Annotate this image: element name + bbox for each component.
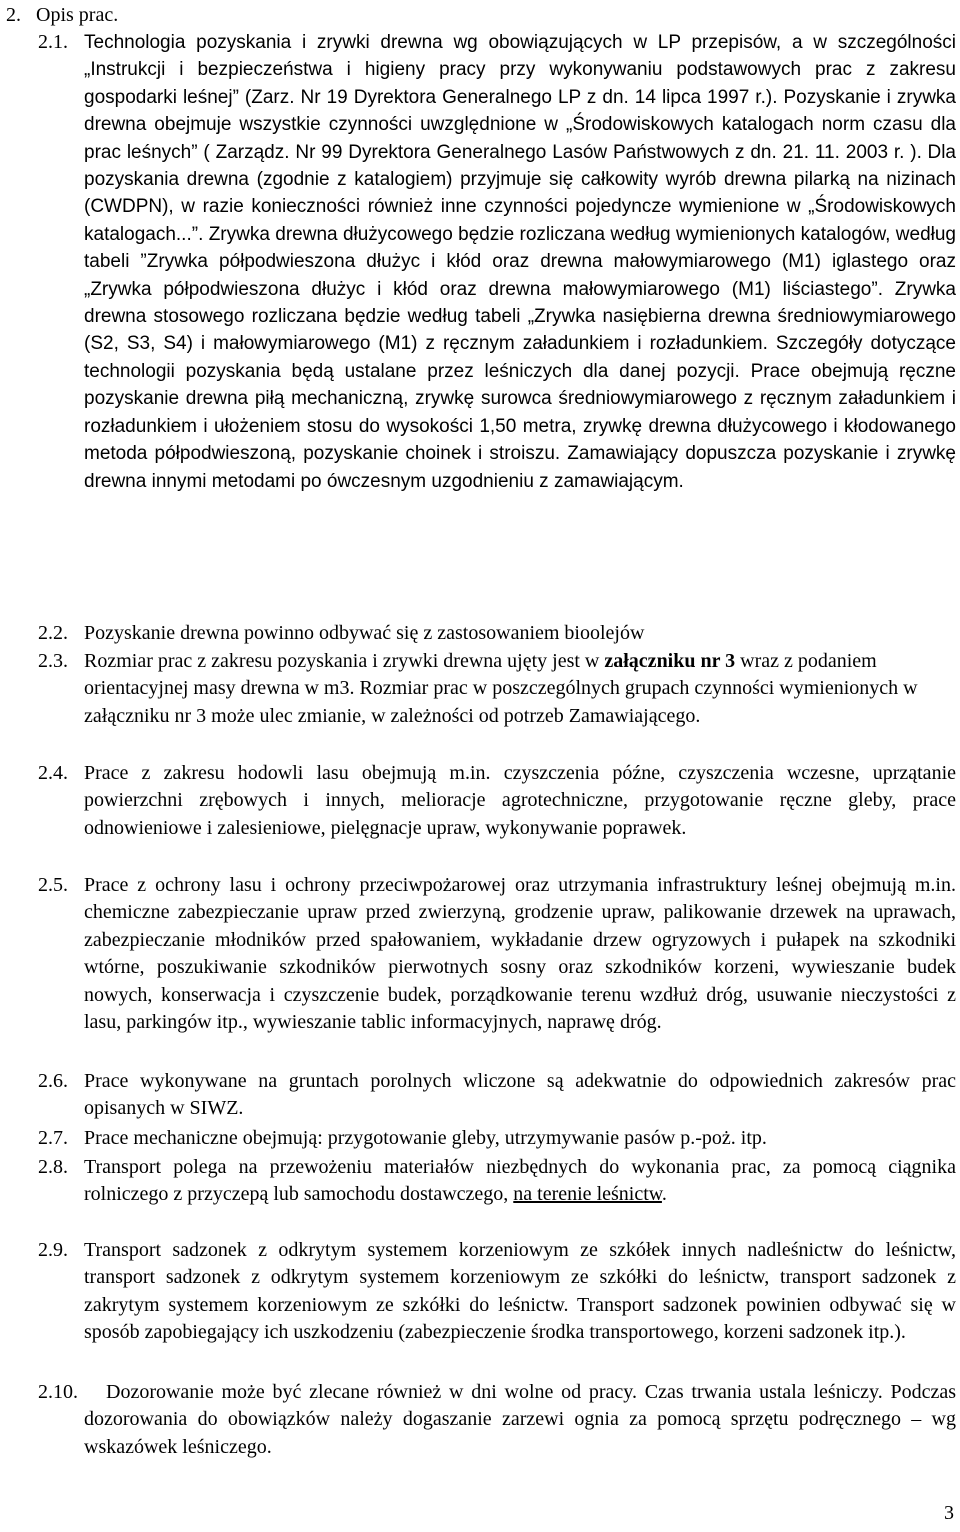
item-body: Prace mechaniczne obejmują: przygotowanie gleby, utrzymywanie pasów p.-poż. itp. bbox=[84, 1127, 767, 1149]
item-body: Prace z zakresu hodowli lasu obejmują m.in. czyszczenia późne, czyszczenia wczesne, uprzątanie powierzchni zrębowych i innych, melioracje agrotechniczne, przygotowanie ręczne gleby, prace odnowieniowe i zalesieniowe, pielęgnacje upraw, wykonywanie poprawek. bbox=[84, 762, 956, 839]
item-number: 2.5. bbox=[38, 874, 68, 896]
item-body: Transport sadzonek z odkrytym systemem korzeniowym ze szkółek innych nadleśnictw do leśnictw, transport sadzonek z odkrytym systemem korzeniowym ze szkółki do leśnictw, transport sadzonek z zakrytym systemem korzeniowym ze szkółki do leśnictw. Transport sadzonek powinien odbywać się w sposób zapobiegający ich uszkodzeniu (zabezpieczenie środka transportowego, korzeni sadzonek itp.). bbox=[84, 1239, 956, 1344]
item-body: Dozorowanie może być zlecane również w dni wolne od pracy. Czas trwania ustala leśniczy. Podczas dozorowania do obowiązków należy dogaszanie zarzewi ognia za pomocą sprzętu podręcznego – wg wskazówek leśniczego. bbox=[84, 1381, 956, 1458]
item-text-part-b: Dla pozyskania drewna (zgodnie z katalogiem) przyjmuje się całkowity wyrób drewna pilarką na nizinach (CWDPN), w razie konieczności również inne czynności pojedyncze wymienione w „Środowiskowych katalogach...”. Zrywka drewna dłużycowego będzie rozliczana według wymienionych katalogów, według tabeli ”Zrywka półpodwieszona dłużyc i kłód oraz drewna małowymiarowego (M1) iglastego oraz „Zrywka półpodwieszona dłużyc i kłód oraz drewna małowymiarowego (M1) liściastego”. Zrywka drewna stosowego rozliczana będzie według tabeli „Zrywka nasiębierna drewna średniowymiarowego (S2, S3, S4) i małowymiarowego (M1) z ręcznym załadunkiem i rozładunkiem. Szczegóły dotyczące technologii pozyskania będą ustalane przez leśniczych dla danej pozycji. Prace obejmują ręczne pozyskanie drewna piłą mechaniczną, zrywkę surowca średniowymiarowego z ręcznym załadunkiem i rozładunkiem i ułożeniem stosu do wysokości 1,50 metra, zrywkę drewna dłużycowego i kłodowanego metoda półpodwieszoną, pozyskanie choinek i stroiszu. Zamawiający dopuszcza pozyskanie i zrywkę drewna innymi metodami po ówczesnym uzgodnieniu z zamawiającym. bbox=[84, 141, 956, 492]
item-text-post: wraz z podaniem orientacyjnej masy drewna w m3. Rozmiar prac w poszczególnych grupach czynności wymienionych w załączniku nr 3 może ulec zmianie, w zależności od potrzeb Zamawiającego. bbox=[84, 650, 918, 727]
item-body: Prace wykonywane na gruntach porolnych wliczone są adekwatnie do odpowiednich zakresów prac opisanych w SIWZ. bbox=[84, 1070, 956, 1120]
item-text-pre: Transport polega na przewożeniu materiałów niezbędnych do wykonania prac, za pomocą ciągnika rolniczego z przyczepą lub samochodu dostawczego, bbox=[84, 1156, 956, 1206]
section-number: 2. bbox=[6, 4, 21, 26]
item-2-1 bbox=[38, 29, 956, 495]
item-2-7 bbox=[38, 1125, 956, 1152]
item-number: 2.1. bbox=[38, 31, 68, 53]
item-text-part-a: Technologia pozyskania i zrywki drewna wg obowiązujących w LP przepisów, a w szczególności „Instrukcji i bezpieczeństwa i higieny pracy przy wykonywaniu podstawowych prac z zakresu gospodarki leśnej” (Zarz. Nr 19 Dyrektora Generalnego LP z dn. 14 lipca 1997 r.). Pozyskanie i zrywka drewna obejmuje wszystkie czynności uwzględnione w „Środowiskowych katalogach norm czasu dla prac leśnych” ( Zarządz. Nr 99 Dyrektora Generalnego Lasów Państwowych z dn. 21. 11. 2003 r. ). bbox=[84, 32, 956, 163]
item-body: Prace z ochrony lasu i ochrony przeciwpożarowej oraz utrzymania infrastruktury leśnej obejmują m.in. chemiczne zabezpieczanie upraw przed zwierzyną, grodzenie upraw, palikowanie drzewek na uprawach, zabezpieczanie młodników przed spałowaniem, wykładanie drzew ogryzowych i pułapek na szkodniki wtórne, poszukiwanie szkodników pierwotnych sosny oraz szkodników korzeni, wywieszanie budek nowych, konserwacja i czyszczenie budek, porządkowanie terenu wzdłuż dróg, usuwanie nieczystości z lasu, parkingów itp., wywieszanie tablic informacyjnych, naprawę dróg. bbox=[84, 874, 956, 1034]
item-body: Pozyskanie drewna powinno odbywać się z zastosowaniem bioolejów bbox=[84, 622, 645, 644]
item-body bbox=[84, 29, 956, 495]
underlined-text: na terenie leśnictw bbox=[513, 1183, 662, 1206]
item-body bbox=[84, 648, 956, 730]
item-number: 2.6. bbox=[38, 1070, 68, 1092]
item-number: 2.4. bbox=[38, 762, 68, 784]
item-text-post: . bbox=[661, 1183, 667, 1206]
item-2-2 bbox=[38, 620, 956, 647]
item-number: 2.10. bbox=[38, 1381, 78, 1403]
item-number: 2.2. bbox=[38, 622, 68, 644]
item-number: 2.9. bbox=[38, 1239, 68, 1261]
item-2-6 bbox=[38, 1068, 956, 1123]
item-2-8 bbox=[38, 1154, 956, 1209]
item-body bbox=[84, 1154, 956, 1209]
item-number: 2.7. bbox=[38, 1127, 68, 1149]
item-2-3 bbox=[38, 648, 956, 730]
section-heading bbox=[6, 2, 118, 29]
item-2-9 bbox=[38, 1237, 956, 1347]
attachment-reference: załączniku nr 3 bbox=[604, 650, 736, 672]
section-title: Opis prac. bbox=[36, 4, 119, 26]
item-text-pre: Rozmiar prac z zakresu pozyskania i zrywki drewna ujęty jest w bbox=[84, 650, 605, 672]
page-number: 3 bbox=[944, 1502, 954, 1524]
item-2-4 bbox=[38, 760, 956, 842]
item-number: 2.8. bbox=[38, 1156, 68, 1178]
item-2-5 bbox=[38, 872, 956, 1036]
item-number: 2.3. bbox=[38, 650, 68, 672]
item-2-10 bbox=[38, 1379, 956, 1461]
